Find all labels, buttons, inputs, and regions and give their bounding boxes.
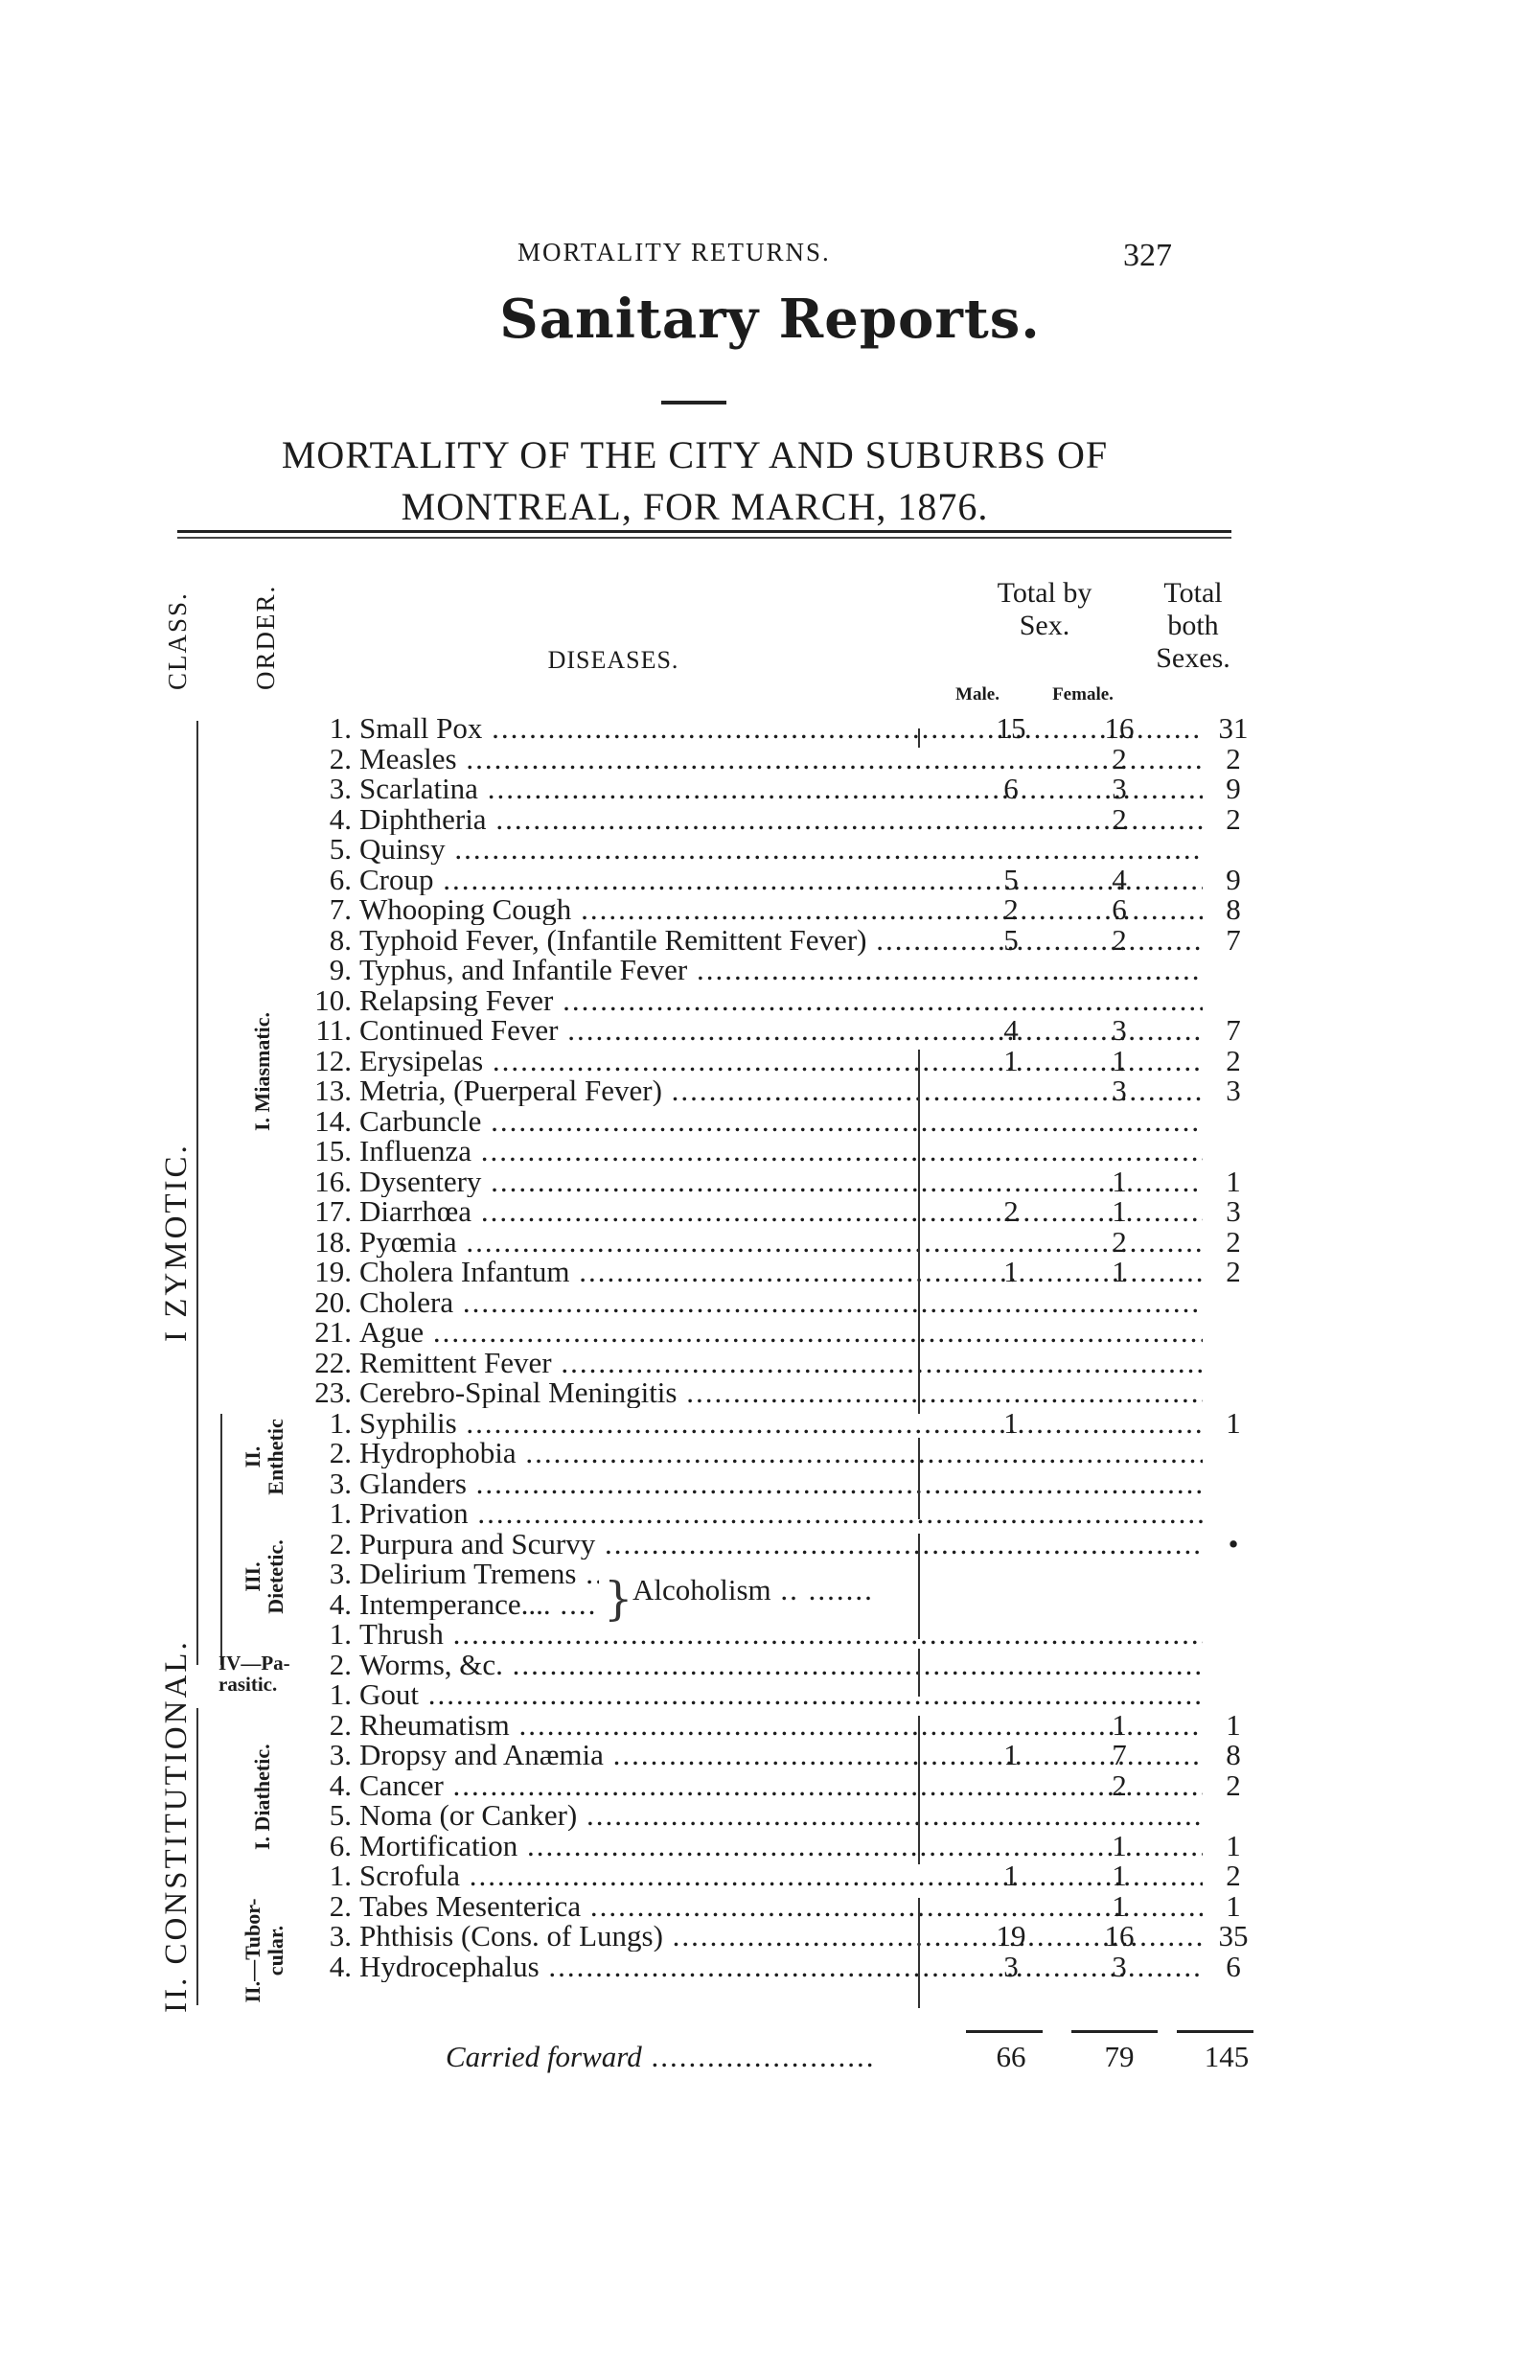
table-row: [292, 1707, 1251, 1742]
disease-name: Intemperance.... .....: [359, 1589, 599, 1620]
total-count: 8: [1226, 892, 1241, 926]
order-label-tubercular-line-1: II.—Tubor-: [241, 1898, 264, 2003]
total-both: 145: [1204, 2040, 1250, 2073]
total-by-sex-line-1: Total by: [997, 577, 1092, 609]
table-row: [292, 1196, 1251, 1227]
disease-name: Carbuncle .....: [359, 1106, 1203, 1137]
female-count: 1: [1112, 1707, 1127, 1742]
orders-bracket: [220, 1414, 222, 1665]
table-row: [292, 1949, 1251, 1983]
total-count: 2: [1226, 1043, 1241, 1077]
disease-name: Remittent Fever .....: [359, 1348, 1203, 1378]
female-count: 2: [1112, 922, 1127, 957]
report-title-line-1: MORTALITY OF THE CITY AND SUBURBS OF: [281, 433, 1109, 476]
total-rule-female: [1071, 2030, 1158, 2033]
row-number: 5.: [329, 832, 352, 866]
total-both-line-2: both: [1167, 610, 1219, 641]
total-by-sex-header: [973, 577, 1116, 642]
brace-enthetic: [918, 1438, 920, 1519]
table-row: [292, 1438, 1251, 1468]
row-number: 1.: [329, 1859, 352, 1892]
table-row: [292, 713, 1251, 744]
total-rule-male: [966, 2030, 1043, 2033]
page-number: 327: [1123, 238, 1172, 273]
constitutional-bracket: [196, 1708, 198, 2005]
table-row: [292, 894, 1251, 925]
row-number: 10.: [314, 982, 352, 1017]
total-both-header: [1145, 577, 1241, 675]
report-title-line-2: MONTREAL, FOR MARCH, 1876.: [401, 485, 989, 528]
disease-name: Scrofula .....: [359, 1860, 1203, 1891]
order-label-dietetic-line-1: III.: [241, 1561, 264, 1592]
male-count: 3: [1003, 1949, 1019, 1983]
table-row: [292, 1619, 1251, 1650]
total-count: 2: [1226, 1768, 1241, 1802]
brace-diathetic: [918, 1716, 920, 1864]
running-head-title: MORTALITY RETURNS.: [517, 238, 831, 266]
female-count: 1: [1112, 1194, 1127, 1228]
row-number: 2.: [329, 1888, 352, 1923]
disease-name: Cerebro-Spinal Meningitis .....: [359, 1377, 1203, 1408]
row-number: 18.: [314, 1224, 352, 1259]
disease-name: Influenza .....: [359, 1136, 1203, 1167]
male-count: 2: [1003, 1194, 1019, 1228]
row-number: 4.: [329, 1586, 352, 1621]
male-count: 1: [1003, 1405, 1019, 1440]
total-count: 2: [1226, 741, 1241, 775]
male-count: 15: [996, 711, 1026, 745]
table-row: [292, 1317, 1251, 1348]
male-count: 5: [1003, 922, 1019, 957]
row-number: 1.: [329, 1496, 352, 1530]
double-rule-top: [177, 530, 1231, 533]
table-row: [292, 1498, 1251, 1529]
male-count: 6: [1003, 772, 1019, 805]
row-number: 19.: [314, 1255, 352, 1288]
male-count: 2: [1003, 892, 1019, 926]
female-count: 1: [1112, 1255, 1127, 1288]
female-count: 2: [1112, 741, 1127, 775]
row-number: 14.: [314, 1103, 352, 1138]
order-label-enthetic: [241, 1419, 287, 1495]
total-count: 9: [1226, 862, 1241, 896]
row-number: 9.: [329, 953, 352, 986]
row-number: 21.: [314, 1315, 352, 1349]
table-row: [292, 955, 1251, 985]
order-header: ORDER.: [251, 584, 280, 690]
disease-name: Tabes Mesenterica .....: [359, 1891, 1203, 1922]
disease-name: Thrush .....: [359, 1619, 1203, 1650]
disease-name: Typhus, and Infantile Fever .....: [359, 955, 1203, 985]
row-number: 16.: [314, 1164, 352, 1198]
row-number: 3.: [329, 1557, 352, 1590]
disease-name: Scarlatina .....: [359, 774, 1203, 804]
disease-name: Ague .....: [359, 1317, 1203, 1348]
row-number: 1.: [329, 1405, 352, 1440]
table-row: [292, 1468, 1251, 1499]
order-label-tubercular-line-2: cular.: [264, 1925, 287, 1976]
row-number: 4.: [329, 1768, 352, 1802]
alcoholism-brace: }: [604, 1572, 633, 1626]
female-count: 1: [1112, 1888, 1127, 1923]
disease-name: Mortification .....: [359, 1831, 1203, 1861]
total-count: •: [1228, 1526, 1239, 1560]
disease-name: Rheumatism .....: [359, 1710, 1203, 1741]
disease-name: Delirium Tremens .....: [359, 1559, 599, 1589]
diseases-header: DISEASES.: [547, 646, 679, 674]
row-number: 12.: [314, 1043, 352, 1077]
total-by-sex-line-2: Sex.: [1019, 610, 1070, 641]
table-row: [292, 1770, 1251, 1801]
brace-fevers: [918, 1050, 920, 1414]
disease-name: Relapsing Fever .....: [359, 985, 1203, 1016]
disease-name: Continued Fever .....: [359, 1015, 1203, 1046]
brace-dietetic: [918, 1534, 920, 1639]
table-row: [292, 1345, 1251, 1379]
title-rule: [661, 401, 726, 404]
row-number: 2.: [329, 1436, 352, 1469]
row-number: 3.: [329, 1738, 352, 1771]
female-count: 2: [1112, 1768, 1127, 1802]
row-number: 5.: [329, 1798, 352, 1832]
brace-parasitic: [918, 1649, 920, 1697]
order-label-parasitic-line-2: rasitic.: [218, 1673, 278, 1696]
male-count: 19: [996, 1919, 1026, 1953]
disease-name: Privation .....: [359, 1498, 1203, 1529]
row-number: 2.: [329, 1647, 352, 1681]
row-number: 3.: [329, 1919, 352, 1953]
report-title: [144, 429, 1246, 533]
table-row: [292, 801, 1251, 836]
row-number: 20.: [314, 1284, 352, 1319]
row-number: 6.: [329, 1828, 352, 1862]
female-count: 1: [1112, 1828, 1127, 1862]
table-row: [292, 1377, 1251, 1408]
row-number: 15.: [314, 1134, 352, 1167]
row-number: 4.: [329, 801, 352, 836]
female-count: 6: [1112, 892, 1127, 926]
disease-name: Cholera .....: [359, 1287, 1203, 1318]
row-number: 7.: [329, 892, 352, 926]
row-number: 3.: [329, 1466, 352, 1500]
double-rule-bottom: [177, 537, 1231, 539]
total-count: 1: [1226, 1707, 1241, 1742]
table-row: [292, 774, 1251, 804]
table-row: [292, 1828, 1251, 1862]
row-number: 13.: [314, 1074, 352, 1107]
row-number: 3.: [329, 772, 352, 805]
row-number: 2.: [329, 1707, 352, 1742]
table-row: [292, 1800, 1251, 1831]
disease-name: Quinsy .....: [359, 834, 1203, 865]
total-count: 3: [1226, 1074, 1241, 1107]
total-count: 8: [1226, 1738, 1241, 1771]
table-row: [292, 1015, 1251, 1046]
male-count: 1: [1003, 1255, 1019, 1288]
total-count: 9: [1226, 772, 1241, 805]
male-count: 1: [1003, 1043, 1019, 1077]
table-row: [292, 1224, 1251, 1259]
disease-name: Croup .....: [359, 865, 1203, 895]
female-header: Female.: [1052, 684, 1114, 705]
total-count: 1: [1226, 1405, 1241, 1440]
disease-name: Glanders .....: [359, 1468, 1203, 1499]
table-row: [292, 922, 1251, 957]
order-label-dietetic: [241, 1524, 287, 1629]
table-row: [292, 741, 1251, 775]
row-number: 1.: [329, 711, 352, 745]
female-count: 4: [1112, 862, 1127, 896]
total-both-line-3: Sexes.: [1156, 642, 1230, 674]
disease-name: Purpura and Scurvy .....: [359, 1529, 1203, 1560]
total-count: 35: [1218, 1919, 1249, 1953]
disease-name: Phthisis (Cons. of Lungs) .....: [359, 1921, 1203, 1952]
order-label-diathetic: I. Diathetic.: [250, 1744, 274, 1850]
disease-name: Cholera Infantum .....: [359, 1257, 1203, 1287]
female-count: 1: [1112, 1043, 1127, 1077]
table-row: [292, 1888, 1251, 1923]
female-count: 3: [1112, 1013, 1127, 1047]
disease-name: Diphtheria .....: [359, 804, 1203, 835]
brace-smallpox: [918, 728, 920, 748]
row-number: 22.: [314, 1345, 352, 1379]
disease-name: Dysentery .....: [359, 1167, 1203, 1197]
table-row: [292, 1284, 1251, 1319]
row-number: 1.: [329, 1617, 352, 1651]
order-label-parasitic-line-1: IV—Pa-: [218, 1652, 290, 1675]
disease-name: Erysipelas .....: [359, 1046, 1203, 1076]
total-count: 2: [1226, 801, 1241, 836]
table-row: [292, 1860, 1251, 1891]
female-count: 7: [1112, 1738, 1127, 1771]
total-count: 6: [1226, 1949, 1241, 1983]
total-count: 3: [1226, 1194, 1241, 1228]
brace-tubercular: [918, 1898, 920, 2008]
row-number: 6.: [329, 862, 352, 896]
disease-name: Dropsy and Anæmia .....: [359, 1740, 1203, 1770]
total-male: 66: [996, 2040, 1026, 2073]
total-count: 2: [1226, 1255, 1241, 1288]
disease-name: Hydrocephalus .....: [359, 1952, 1203, 1982]
total-count: 7: [1226, 922, 1241, 957]
disease-name: Cancer .....: [359, 1770, 1203, 1801]
order-label-dietetic-line-2: Dietetic.: [264, 1539, 287, 1614]
disease-name: Noma (or Canker) .....: [359, 1800, 1203, 1831]
order-label-enthetic-line-1: II.: [241, 1445, 264, 1468]
table-row: [292, 1103, 1251, 1138]
female-count: 3: [1112, 1074, 1127, 1107]
alcoholism-label: Alcoholism .. ..: [632, 1575, 874, 1606]
total-count: 1: [1226, 1828, 1241, 1862]
order-label-miasmatic: I. Miasmatic.: [250, 1011, 274, 1131]
table-row: [292, 1257, 1251, 1287]
disease-name: Diarrhœa .....: [359, 1196, 1203, 1227]
table-row: [292, 1921, 1251, 1952]
carried-forward-label: Carried forward .....: [446, 2040, 875, 2074]
table-row: [292, 1526, 1251, 1560]
disease-name: Small Pox .....: [359, 713, 1203, 744]
disease-name: Whooping Cough .....: [359, 894, 1203, 925]
row-number: 2.: [329, 1526, 352, 1560]
table-row: [292, 1405, 1251, 1440]
table-row: [292, 982, 1251, 1017]
table-row: [292, 1679, 1251, 1710]
female-count: 1: [1112, 1164, 1127, 1198]
order-label-enthetic-line-2: Enthetic: [264, 1419, 287, 1495]
row-number: 8.: [329, 922, 352, 957]
disease-name: Pyœmia .....: [359, 1227, 1203, 1258]
female-count: 2: [1112, 1224, 1127, 1259]
total-count: 2: [1226, 1224, 1241, 1259]
row-number: 23.: [314, 1375, 352, 1409]
class-label-zymotic: I ZYMOTIC.: [159, 1143, 194, 1342]
male-header: Male.: [955, 684, 1000, 705]
total-count: 31: [1218, 711, 1249, 745]
female-count: 3: [1112, 1949, 1127, 1983]
total-female: 79: [1104, 2040, 1135, 2073]
table-row: [292, 1740, 1251, 1770]
disease-name: Metria, (Puerperal Fever) .....: [359, 1075, 1203, 1106]
disease-name: Gout .....: [359, 1679, 1203, 1710]
female-count: 2: [1112, 801, 1127, 836]
male-count: 1: [1003, 1738, 1019, 1771]
disease-name: Measles .....: [359, 744, 1203, 774]
row-number: 11.: [315, 1013, 352, 1047]
order-label-parasitic: [218, 1652, 290, 1695]
table-row: [292, 834, 1251, 865]
disease-name: Syphilis .....: [359, 1408, 1203, 1439]
table-row: [292, 1075, 1251, 1106]
disease-name: Typhoid Fever, (Infantile Remittent Fever) .....: [359, 925, 1203, 956]
female-count: 16: [1104, 711, 1135, 745]
total-rule-both: [1177, 2030, 1253, 2033]
class-header: CLASS.: [163, 591, 192, 690]
row-number: 1.: [329, 1677, 352, 1711]
zymotic-bracket: [196, 721, 198, 1665]
female-count: 3: [1112, 772, 1127, 805]
female-count: 1: [1112, 1859, 1127, 1892]
disease-name: Worms, &c. .....: [359, 1650, 1203, 1680]
row-number: 2.: [329, 741, 352, 775]
total-count: 7: [1226, 1013, 1241, 1047]
total-count: 1: [1226, 1888, 1241, 1923]
table-row: [292, 1136, 1251, 1167]
class-label-constitutional: II. CONSTITUTIONAL.: [159, 1639, 194, 2013]
male-count: 5: [1003, 862, 1019, 896]
table-row: [292, 1164, 1251, 1198]
total-both-line-1: Total: [1163, 577, 1223, 609]
table-row: [292, 1647, 1251, 1681]
male-count: 1: [1003, 1859, 1019, 1892]
total-count: 2: [1226, 1859, 1241, 1892]
disease-name: Hydrophobia .....: [359, 1438, 1203, 1468]
table-row: [292, 862, 1251, 896]
table-row: [292, 1043, 1251, 1077]
total-count: 1: [1226, 1164, 1241, 1198]
row-number: 17.: [314, 1194, 352, 1228]
row-number: 4.: [329, 1949, 352, 1983]
female-count: 16: [1104, 1919, 1135, 1953]
male-count: 4: [1003, 1013, 1019, 1047]
section-title: Sanitary Reports.: [499, 288, 1041, 351]
order-label-tubercular: [241, 1888, 287, 2013]
